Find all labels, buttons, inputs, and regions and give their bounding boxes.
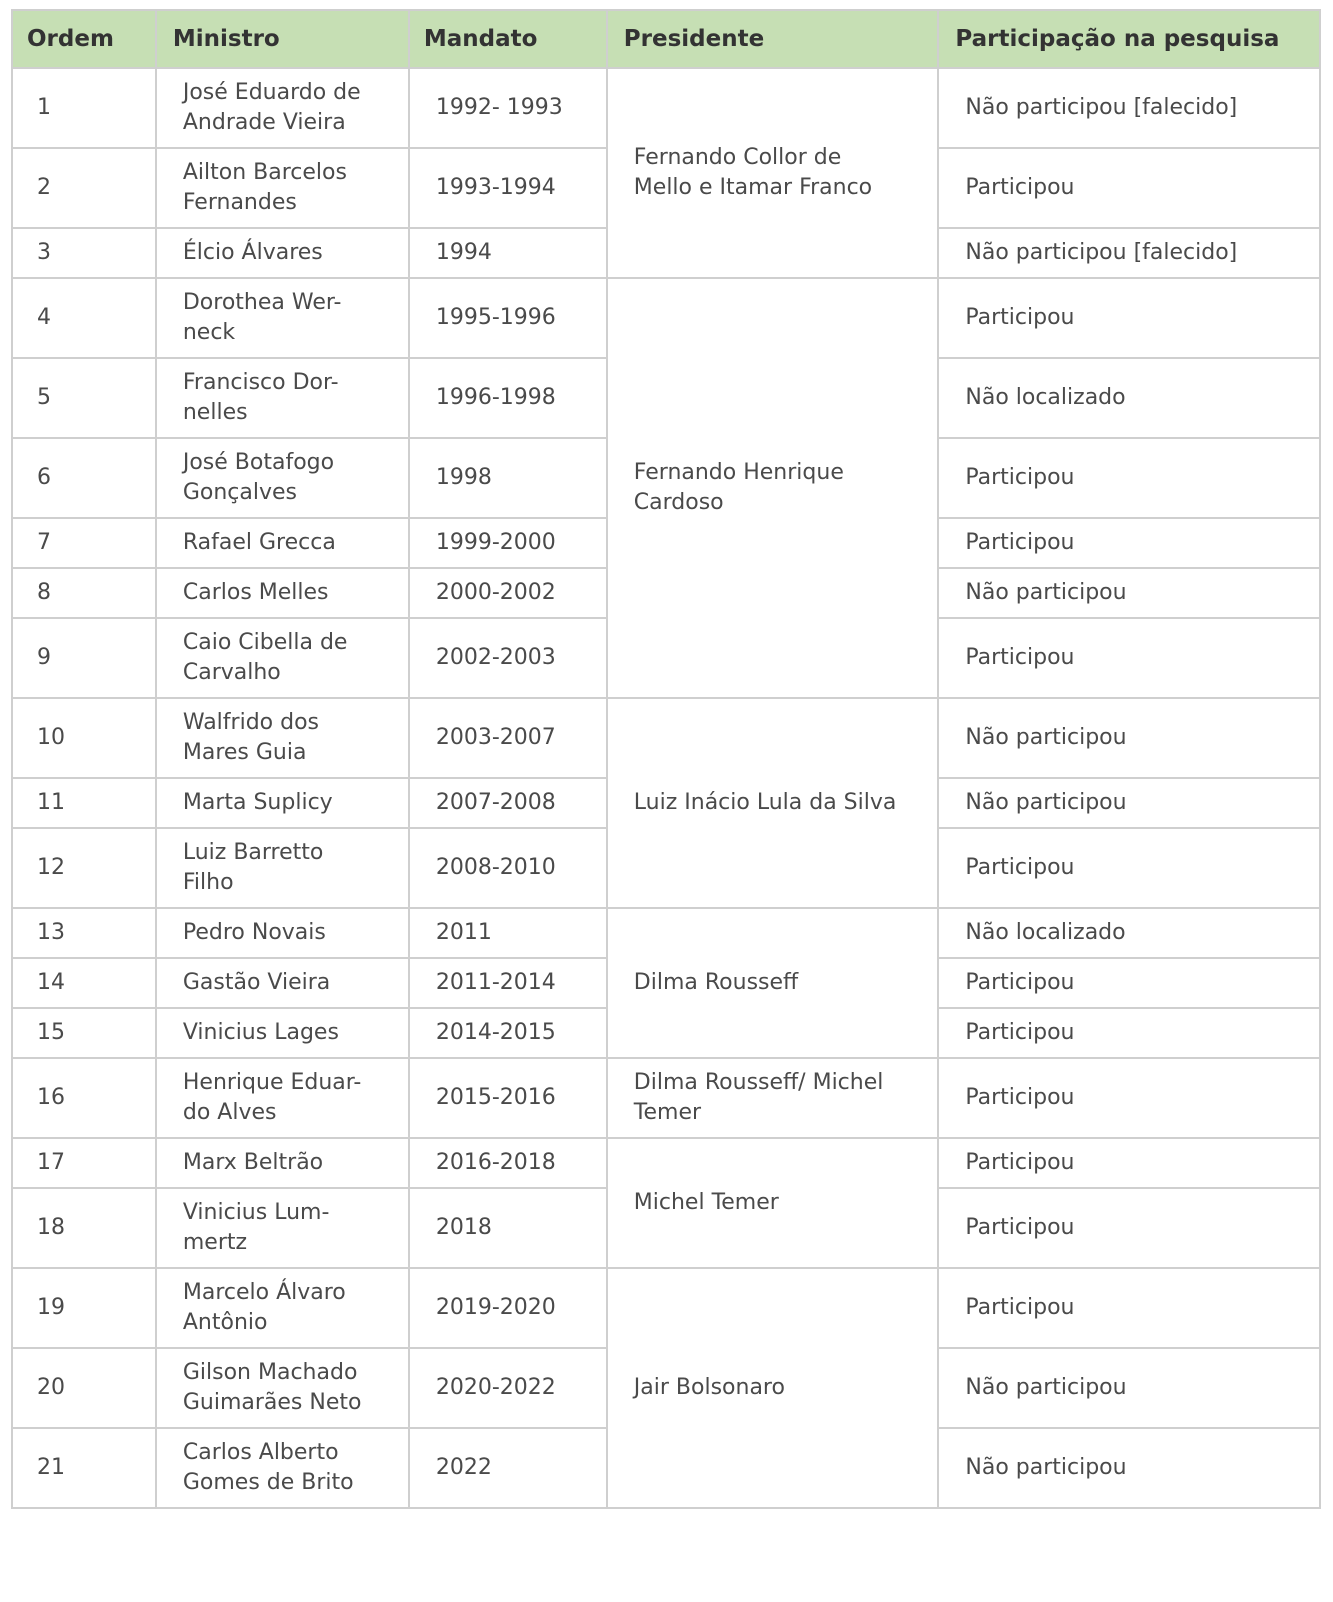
cell-ordem: 19 xyxy=(12,1268,156,1348)
cell-presidente xyxy=(607,278,939,698)
cell-ordem: 7 xyxy=(12,518,156,568)
ministro-line: Guimarães Neto xyxy=(182,1390,362,1415)
table-row xyxy=(12,68,1320,148)
cell-ordem: 2 xyxy=(12,148,156,228)
cell-ministro xyxy=(156,698,409,778)
table-row xyxy=(12,1138,1320,1188)
cell-ordem: 18 xyxy=(12,1188,156,1268)
cell-ordem: 15 xyxy=(12,1008,156,1058)
presidente-line: Mello e Itamar Franco xyxy=(633,175,873,200)
cell-presidente xyxy=(607,68,939,278)
cell-mandato: 1994 xyxy=(409,228,607,278)
table-row xyxy=(12,1268,1320,1348)
cell-ordem: 5 xyxy=(12,358,156,438)
cell-mandato: 1999-2000 xyxy=(409,518,607,568)
cell-participacao: Não participou xyxy=(938,1348,1320,1428)
ministro-line: Carvalho xyxy=(182,660,281,685)
ministro-line: José Eduardo de xyxy=(182,80,361,105)
cell-mandato: 2015-2016 xyxy=(409,1058,607,1138)
cell-participacao: Participou xyxy=(938,278,1320,358)
table-body xyxy=(12,68,1320,1508)
cell-ordem: 17 xyxy=(12,1138,156,1188)
ministro-line: nelles xyxy=(182,400,248,425)
cell-presidente xyxy=(607,1058,939,1138)
ministro-line: Andrade Vieira xyxy=(182,110,346,135)
ministro-line: Filho xyxy=(182,870,234,895)
cell-ministro xyxy=(156,358,409,438)
ministro-line: Marcelo Álvaro xyxy=(182,1280,346,1305)
cell-mandato: 1993-1994 xyxy=(409,148,607,228)
cell-ordem: 9 xyxy=(12,618,156,698)
ministro-line: Fernandes xyxy=(182,190,297,215)
cell-mandato: 2011-2014 xyxy=(409,958,607,1008)
cell-participacao: Participou xyxy=(938,1008,1320,1058)
header-presidente: Presidente xyxy=(607,10,939,68)
ministro-line: neck xyxy=(182,320,236,345)
cell-participacao: Participou xyxy=(938,958,1320,1008)
cell-mandato: 2020-2022 xyxy=(409,1348,607,1428)
cell-participacao: Não localizado xyxy=(938,358,1320,438)
header-mandato: Mandato xyxy=(409,10,607,68)
cell-ministro xyxy=(156,278,409,358)
cell-mandato: 1998 xyxy=(409,438,607,518)
table-row xyxy=(12,1058,1320,1138)
cell-presidente xyxy=(607,1268,939,1508)
cell-presidente xyxy=(607,908,939,1058)
cell-participacao: Não participou xyxy=(938,698,1320,778)
cell-participacao: Participou xyxy=(938,1268,1320,1348)
cell-ordem: 4 xyxy=(12,278,156,358)
cell-ordem: 12 xyxy=(12,828,156,908)
cell-ministro xyxy=(156,148,409,228)
ministro-line: Marta Suplicy xyxy=(182,790,333,815)
cell-presidente xyxy=(607,698,939,908)
presidente-line: Cardoso xyxy=(633,490,724,515)
ministro-line: José Botafogo xyxy=(182,450,335,475)
cell-ministro xyxy=(156,1008,409,1058)
cell-ordem: 20 xyxy=(12,1348,156,1428)
table-row xyxy=(12,698,1320,778)
header-participacao: Participação na pesquisa xyxy=(938,10,1320,68)
cell-participacao: Não participou xyxy=(938,1428,1320,1508)
cell-ministro xyxy=(156,1058,409,1138)
presidente-line: Dilma Rousseff xyxy=(633,970,799,995)
ministro-line: Luiz Barretto xyxy=(182,840,324,865)
cell-mandato: 2022 xyxy=(409,1428,607,1508)
ministro-line: Carlos Melles xyxy=(182,580,329,605)
cell-participacao: Não participou xyxy=(938,778,1320,828)
cell-presidente xyxy=(607,1138,939,1268)
cell-ordem: 1 xyxy=(12,68,156,148)
cell-ordem: 10 xyxy=(12,698,156,778)
ministro-line: Élcio Álvares xyxy=(182,240,323,265)
cell-ordem: 13 xyxy=(12,908,156,958)
cell-participacao: Participou xyxy=(938,1058,1320,1138)
cell-participacao: Participou xyxy=(938,828,1320,908)
ministers-table xyxy=(11,9,1321,1509)
ministro-line: Vinicius Lages xyxy=(182,1020,339,1045)
cell-ministro xyxy=(156,518,409,568)
table-header-row xyxy=(12,10,1320,68)
cell-participacao: Participou xyxy=(938,518,1320,568)
cell-mandato: 2019-2020 xyxy=(409,1268,607,1348)
cell-ministro xyxy=(156,778,409,828)
cell-ordem: 16 xyxy=(12,1058,156,1138)
header-ordem: Ordem xyxy=(12,10,156,68)
cell-participacao: Não participou [falecido] xyxy=(938,68,1320,148)
ministro-line: Pedro Novais xyxy=(182,920,326,945)
presidente-line: Fernando Collor de xyxy=(633,145,842,170)
cell-ordem: 3 xyxy=(12,228,156,278)
cell-ministro xyxy=(156,1428,409,1508)
presidente-line: Jair Bolsonaro xyxy=(633,1375,785,1400)
cell-mandato: 2000-2002 xyxy=(409,568,607,618)
presidente-line: Dilma Rousseff/ Michel xyxy=(633,1070,884,1095)
cell-mandato: 1996-1998 xyxy=(409,358,607,438)
cell-mandato: 2011 xyxy=(409,908,607,958)
table-row xyxy=(12,278,1320,358)
cell-mandato: 2016-2018 xyxy=(409,1138,607,1188)
cell-mandato: 2008-2010 xyxy=(409,828,607,908)
ministro-line: Mares Guia xyxy=(182,740,307,765)
cell-mandato: 1992- 1993 xyxy=(409,68,607,148)
ministro-line: mertz xyxy=(182,1230,248,1255)
cell-ministro xyxy=(156,958,409,1008)
ministro-line: Vinicius Lum- xyxy=(182,1200,330,1225)
presidente-line: Michel Temer xyxy=(633,1190,779,1215)
cell-ministro xyxy=(156,618,409,698)
cell-mandato: 2007-2008 xyxy=(409,778,607,828)
ministro-line: Dorothea Wer- xyxy=(182,290,342,315)
cell-ministro xyxy=(156,228,409,278)
ministro-line: Antônio xyxy=(182,1310,268,1335)
cell-participacao: Participou xyxy=(938,618,1320,698)
cell-ordem: 6 xyxy=(12,438,156,518)
ministro-line: do Alves xyxy=(182,1100,277,1125)
ministro-line: Gastão Vieira xyxy=(182,970,331,995)
cell-ministro xyxy=(156,68,409,148)
cell-participacao: Participou xyxy=(938,1188,1320,1268)
ministro-line: Gonçalves xyxy=(182,480,298,505)
presidente-line: Temer xyxy=(633,1100,702,1125)
presidente-line: Luiz Inácio Lula da Silva xyxy=(633,790,897,815)
ministro-line: Rafael Grecca xyxy=(182,530,336,555)
cell-ministro xyxy=(156,828,409,908)
cell-mandato: 2002-2003 xyxy=(409,618,607,698)
cell-participacao: Não participou [falecido] xyxy=(938,228,1320,278)
ministro-line: Gilson Machado xyxy=(182,1360,358,1385)
cell-ministro xyxy=(156,1268,409,1348)
ministro-line: Francisco Dor- xyxy=(182,370,339,395)
cell-ordem: 21 xyxy=(12,1428,156,1508)
cell-participacao: Participou xyxy=(938,1138,1320,1188)
ministro-line: Walfrido dos xyxy=(182,710,320,735)
ministro-line: Ailton Barcelos xyxy=(182,160,347,185)
table-row xyxy=(12,908,1320,958)
ministro-line: Marx Beltrão xyxy=(182,1150,324,1175)
cell-ordem: 14 xyxy=(12,958,156,1008)
cell-mandato: 2014-2015 xyxy=(409,1008,607,1058)
header-ministro: Ministro xyxy=(156,10,409,68)
cell-participacao: Não participou xyxy=(938,568,1320,618)
cell-ministro xyxy=(156,438,409,518)
cell-mandato: 1995-1996 xyxy=(409,278,607,358)
presidente-line: Fernando Henrique xyxy=(633,460,844,485)
cell-mandato: 2003-2007 xyxy=(409,698,607,778)
ministro-line: Carlos Alberto xyxy=(182,1440,339,1465)
cell-ministro xyxy=(156,1138,409,1188)
cell-participacao: Participou xyxy=(938,438,1320,518)
ministro-line: Caio Cibella de xyxy=(182,630,348,655)
cell-mandato: 2018 xyxy=(409,1188,607,1268)
cell-ordem: 8 xyxy=(12,568,156,618)
cell-ministro xyxy=(156,568,409,618)
cell-ministro xyxy=(156,908,409,958)
cell-participacao: Não localizado xyxy=(938,908,1320,958)
cell-ordem: 11 xyxy=(12,778,156,828)
cell-ministro xyxy=(156,1348,409,1428)
cell-participacao: Participou xyxy=(938,148,1320,228)
ministro-line: Gomes de Brito xyxy=(182,1470,354,1495)
cell-ministro xyxy=(156,1188,409,1268)
ministro-line: Henrique Eduar- xyxy=(182,1070,362,1095)
